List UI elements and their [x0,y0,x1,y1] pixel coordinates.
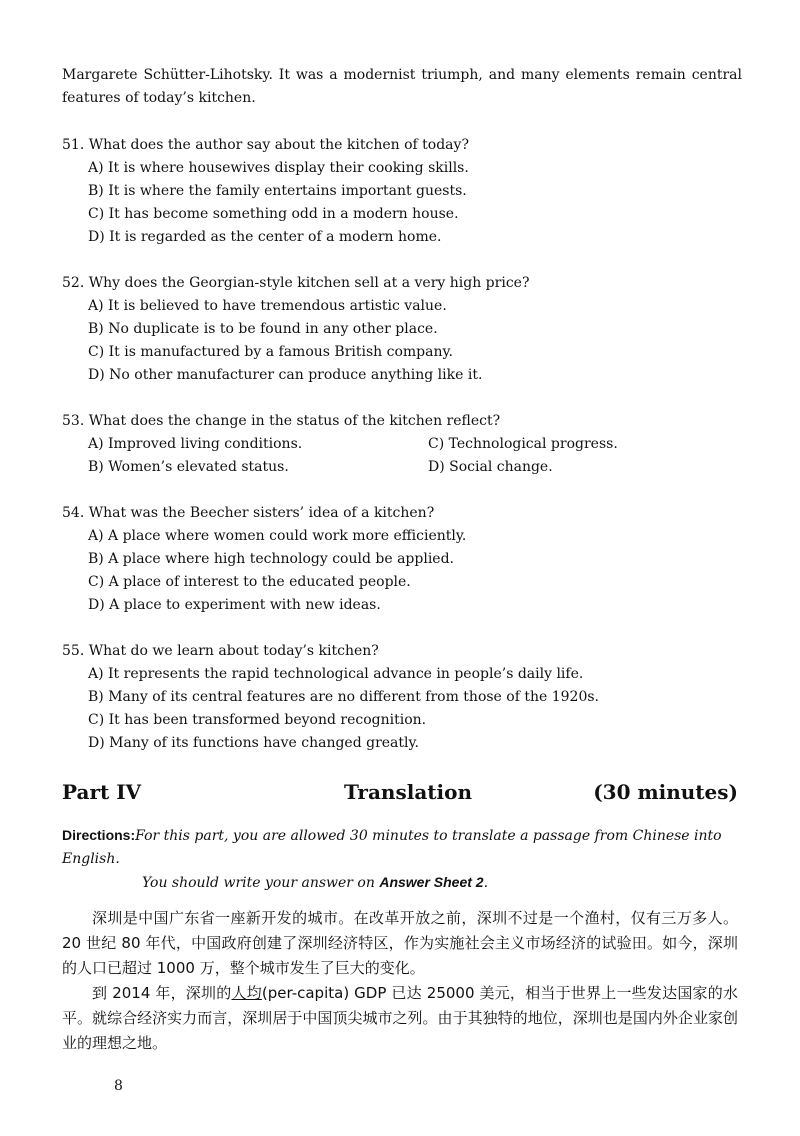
passage-paragraph-1: 深圳是中国广东省一座新开发的城市。在改革开放之前，深圳不过是一个渔村，仅有三万多人。20 世纪 80 年代，中国政府创建了深圳经济特区，作为实施社会主义市场经济的试验田。如今，深圳的人口已超过 1000 万，整个城市发生了巨大的变化。 [62,909,738,977]
part-time: (30 minutes) [593,780,738,804]
question-stem: 51. What does the author say about the kitchen of today? [62,137,469,153]
option-a: A) A place where women could work more efficiently. [88,528,467,544]
question-54 [62,502,752,617]
option-d: D) It is regarded as the center of a modern home. [88,229,442,245]
option-c: C) It is manufactured by a famous British company. [88,344,453,360]
option-c: C) Technological progress. [428,436,618,452]
page-number: 8 [114,1078,123,1094]
underlined-term: 人均 [231,984,262,1002]
passage-paragraph-2 [62,981,738,1056]
option-d: D) A place to experiment with new ideas. [88,597,381,613]
option-b: B) A place where high technology could be applied. [88,551,454,567]
option-b: B) No duplicate is to be found in any other place. [88,321,438,337]
option-a: A) Improved living conditions. [88,436,303,452]
question-51 [62,134,752,249]
option-a: A) It is believed to have tremendous artistic value. [88,298,447,314]
directions-period: . [483,875,489,891]
question-stem: 52. Why does the Georgian-style kitchen sell at a very high price? [62,275,530,291]
question-52 [62,272,752,387]
directions-label: Directions: [62,827,136,843]
option-grid [62,433,752,479]
option-b: B) Many of its central features are no different from those of the 1920s. [88,689,599,705]
question-stem: 53. What does the change in the status of the kitchen reflect? [62,413,501,429]
option-c: C) It has been transformed beyond recognition. [88,712,427,728]
paragraph-2-start: 到 2014 年，深圳的 [92,984,232,1002]
answer-sheet-label: Answer Sheet 2 [379,874,484,890]
question-stem: 54. What was the Beecher sisters’ idea of a kitchen? [62,505,435,521]
option-c: C) It has become something odd in a modern house. [88,206,459,222]
translation-passage [62,906,738,1056]
option-d: D) Many of its functions have changed greatly. [88,735,420,751]
directions-line-2: You should write your answer on [142,875,380,891]
passage-ending: Margarete Schütter-Lihotsky. It was a modernist triumph, and many elements remain central features of today’s kitchen. [62,67,742,106]
question-stem: 55. What do we learn about today’s kitchen? [62,643,379,659]
paragraph-2-rest: (per-capita) GDP 已达 25000 美元，相当于世界上一些发达国家的水平。就综合经济实力而言，深圳居于中国顶尖城市之列。由于其独特的地位，深圳也是国内外企业家创业的理想之地。 [62,984,738,1052]
part-heading [62,780,738,808]
directions-line-1: For this part, you are allowed 30 minutes to translate a passage from Chinese into English. [62,828,722,867]
option-b: B) Women’s elevated status. [88,459,289,475]
option-c: C) A place of interest to the educated people. [88,574,411,590]
option-d: D) No other manufacturer can produce anything like it. [88,367,483,383]
directions [62,824,762,895]
question-53 [62,410,752,479]
question-55 [62,640,752,755]
part-number: Part IV [62,780,142,804]
part-title: Translation [344,780,472,804]
option-b: B) It is where the family entertains important guests. [88,183,467,199]
option-d: D) Social change. [428,459,553,475]
option-a: A) It represents the rapid technological advance in people’s daily life. [88,666,584,682]
option-a: A) It is where housewives display their cooking skills. [88,160,469,176]
